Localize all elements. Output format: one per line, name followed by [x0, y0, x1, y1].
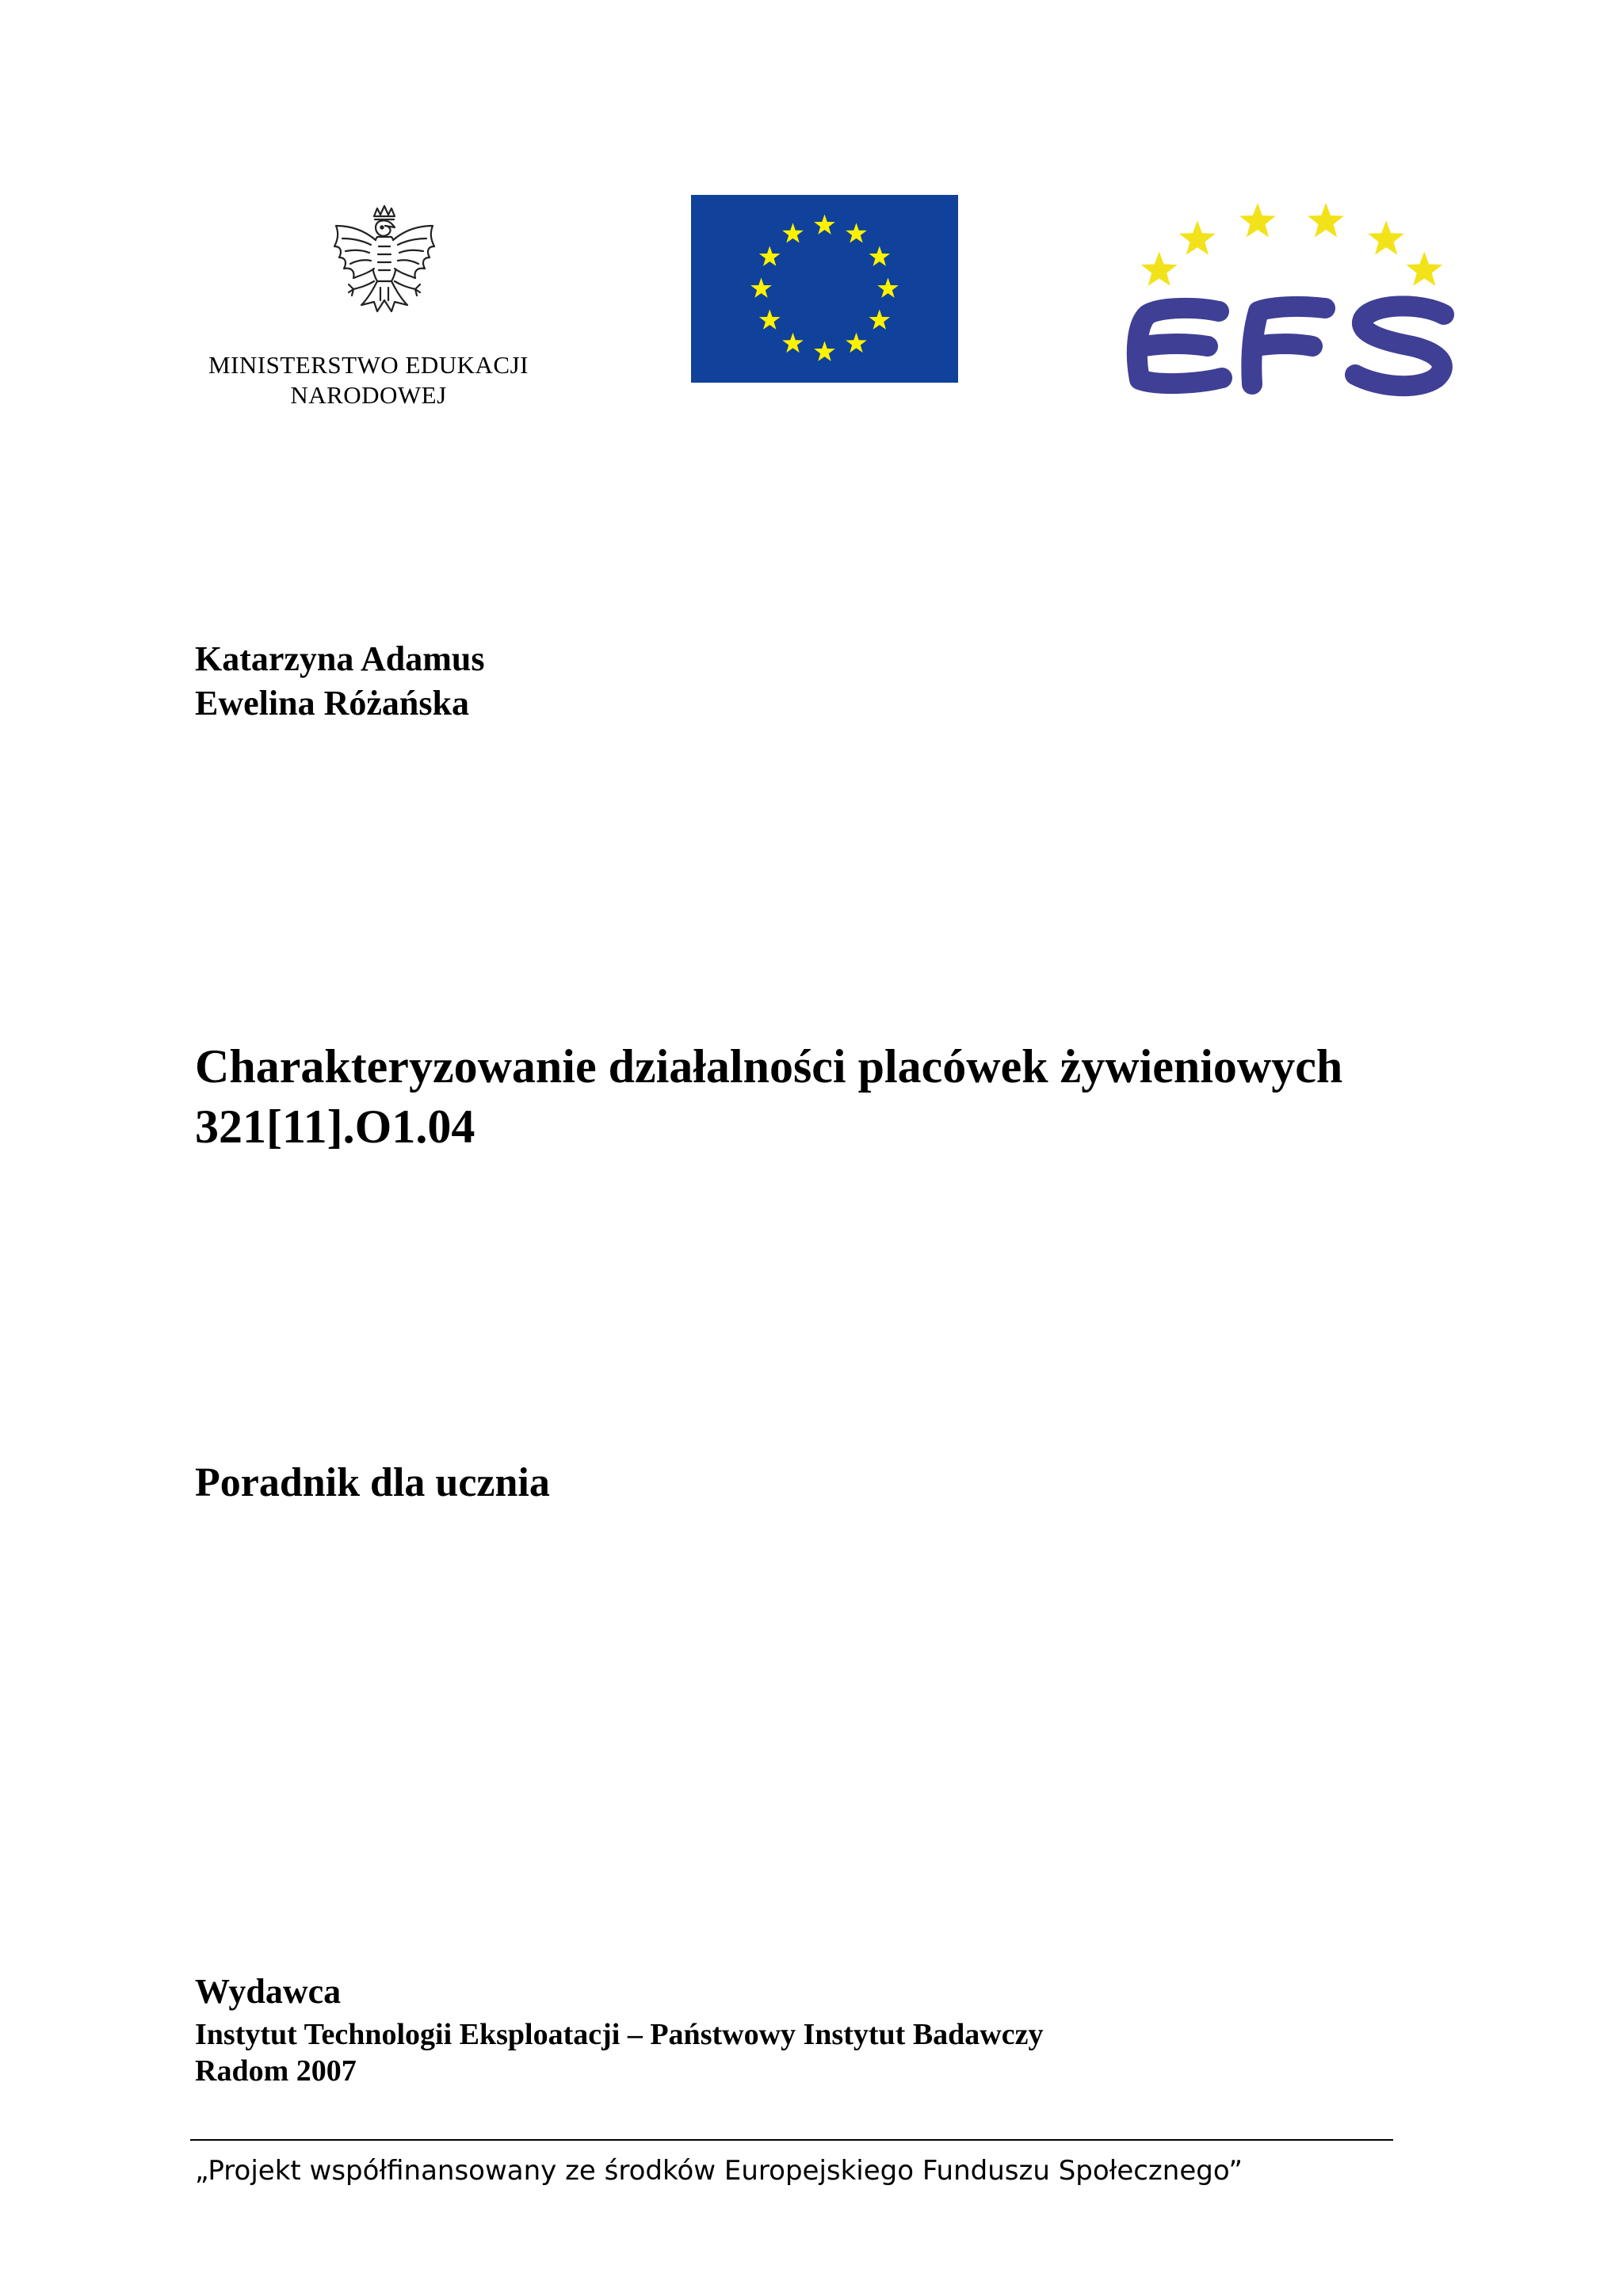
efs-star-icon	[1406, 252, 1442, 286]
polish-eagle-emblem-icon	[325, 202, 444, 337]
efs-star-icon	[1179, 220, 1216, 254]
footer-divider	[190, 2139, 1393, 2141]
efs-star-icon	[1239, 203, 1276, 237]
title-line1: Charakteryzowanie działalności placówek żywieniowych	[195, 1040, 1343, 1093]
author-name: Katarzyna Adamus	[195, 639, 485, 678]
eu-flag-icon	[691, 195, 958, 383]
module-code: 321[11].O1.04	[195, 1100, 475, 1153]
efs-logo-icon	[1125, 170, 1474, 408]
authors	[195, 637, 484, 726]
author-name: Ewelina Różańska	[195, 684, 469, 723]
footer-note: „Projekt współfinansowany ze środków Europejskiego Funduszu Społecznego”	[195, 2155, 1243, 2187]
document-title	[195, 1036, 1542, 1157]
publisher-place-year: Radom 2007	[195, 2054, 357, 2088]
efs-star-icon	[1368, 220, 1404, 254]
ministry-name-line2: NARODOWEJ	[290, 381, 447, 409]
publisher-label: Wydawca	[195, 1972, 342, 2011]
ministry-name-line1: MINISTERSTWO EDUKACJI	[208, 351, 529, 379]
document-subtitle: Poradnik dla ucznia	[195, 1460, 550, 1505]
ministry-name	[182, 350, 555, 410]
efs-star-icon	[1308, 203, 1344, 237]
efs-star-icon	[1141, 252, 1178, 286]
publisher-name: Instytut Technologii Eksploatacji – Państwowy Instytut Badawczy	[195, 2018, 1044, 2051]
